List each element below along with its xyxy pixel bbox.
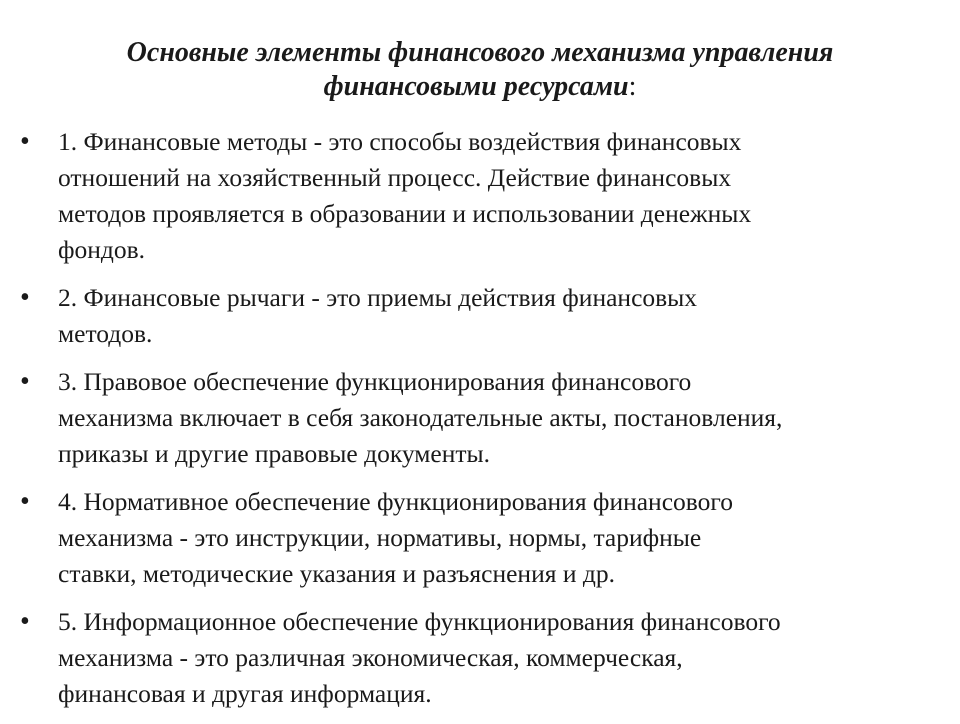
bullet-dot-icon: • xyxy=(20,486,30,517)
bullet-line: 4. Нормативное обеспечение функционирования финансового xyxy=(58,487,733,516)
bullet-line: методов. xyxy=(58,319,153,348)
bullet-line: методов проявляется в образовании и использовании денежных xyxy=(58,199,752,228)
bullet-line: механизма включает в себя законодательные акты, постановления, xyxy=(58,403,783,432)
slide-title xyxy=(40,36,920,104)
bullet-line: финансовая и другая информация. xyxy=(58,679,432,708)
bullet-line: 5. Информационное обеспечение функционирования финансового xyxy=(58,607,781,636)
bullet-line: фондов. xyxy=(58,235,146,264)
bullet-list xyxy=(0,124,960,724)
bullet-item-legal-support xyxy=(0,364,960,472)
bullet-text xyxy=(58,484,938,592)
bullet-item-financial-levers xyxy=(0,280,960,352)
bullet-line: механизма - это инструкции, нормативы, нормы, тарифные xyxy=(58,523,702,552)
bullet-item-normative-support xyxy=(0,484,960,592)
bullet-line: механизма - это различная экономическая, коммерческая, xyxy=(58,643,683,672)
bullet-dot-icon: • xyxy=(20,126,30,157)
bullet-item-information-support xyxy=(0,604,960,712)
title-colon: : xyxy=(628,71,637,102)
bullet-text xyxy=(58,280,938,352)
bullet-line: 3. Правовое обеспечение функционирования финансового xyxy=(58,367,692,396)
title-line-1: Основные элементы финансового механизма управления xyxy=(126,37,834,68)
bullet-line: отношений на хозяйственный процесс. Действие финансовых xyxy=(58,163,732,192)
bullet-line: 1. Финансовые методы - это способы воздействия финансовых xyxy=(58,127,742,156)
bullet-text xyxy=(58,124,938,268)
bullet-text xyxy=(58,604,938,712)
title-line-2: финансовыми ресурсами xyxy=(323,71,629,102)
bullet-line: 2. Финансовые рычаги - это приемы действия финансовых xyxy=(58,283,698,312)
bullet-dot-icon: • xyxy=(20,606,30,637)
bullet-dot-icon: • xyxy=(20,366,30,397)
bullet-text xyxy=(58,364,938,472)
bullet-line: приказы и другие правовые документы. xyxy=(58,439,491,468)
bullet-dot-icon: • xyxy=(20,282,30,313)
bullet-item-financial-methods xyxy=(0,124,960,268)
bullet-line: ставки, методические указания и разъяснения и др. xyxy=(58,559,615,588)
